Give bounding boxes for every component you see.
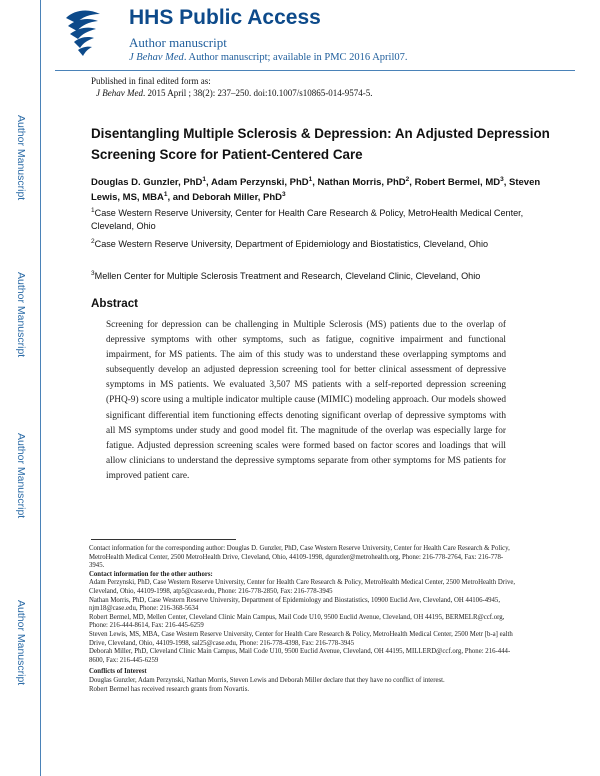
side-margin: Author Manuscript Author Manuscript Author Manuscript Author Manuscript (15, 115, 27, 686)
article-title: Disentangling Multiple Sclerosis & Depression: An Adjusted Depression Screening Score for Patient-Centered Care (91, 126, 550, 162)
conflict-statement: Robert Bermel has received research grants from Novartis. (89, 685, 250, 693)
citation-line: J Behav Med. 2015 April ; 38(2): 237–250. doi:10.1007/s10865-014-9574-5. (96, 88, 373, 98)
author: Deborah Miller, PhD$^3$ (192, 190, 286, 203)
corresponding-author-note: Contact information for the corresponding author: Douglas D. Gunzler, PhD, Case Western Reserve University, Center for Health Care Research & Policy, MetroHealth Medical Center, 2500 MetroHealth Drive, Cleveland, Ohio, 44109-1998, dgunzler@metrohealth.org, Phone: 216-778-2764, Fax: 216-778-3945. (89, 545, 510, 570)
author-contact: Nathan Morris, PhD, Case Western Reserve University, Department of Epidemiology and Biostatistics, 10900 Euclid Ave, Cleveland, OH 44106-4945, njm18@case.edu, Phone: 216-368-5634 (89, 596, 501, 613)
abstract-heading: Abstract (91, 297, 139, 310)
affiliation: $^2$Case Western Reserve University, Department of Epidemiology and Biostatistics, Cleveland, Ohio (91, 237, 489, 249)
affiliation: $^1$Case Western Reserve University, Center for Health Care Research & Policy, MetroHealth Medical Center, Cleveland, Ohio (91, 206, 524, 231)
conflicts-heading: Conflicts of Interest (89, 668, 147, 676)
author-contact: Robert Bermel, MD, Mellen Center, Cleveland Clinic Main Campus, Mail Code U10, 9500 Euclid Avenue, Cleveland, OH 44195, BERMELR@ccf.org, Phone: 216-444-8614, Fax: 216-445-6259 (89, 613, 505, 630)
header-title: HHS Public Access (129, 6, 321, 29)
other-authors-heading: Contact information for the other authors: (89, 570, 213, 578)
availability-line: J Behav Med. Author manuscript; available in PMC 2016 April07. (129, 52, 408, 63)
abstract-body: Screening for depression can be challenging in Multiple Sclerosis (MS) patients due to the overlap of depressive symptoms with other symptoms, such as fatigue, cognitive impairment and functional impairment, for MS patients. The aim of this study was to understand these overlapping symptoms and subsequently develop an adjusted depression screening tool for better clinical assessment of depressive symptoms in MS patients. We evaluated 3,507 MS patients with a self-reported depression screening (PHQ-9) score using a multiple indicator multiple cause (MIMIC) modeling approach. Our models showed significant differential item functioning effects denoting significant overlap of depressive symptoms with all MS symptoms under study and good model fit. The magnitude of the overlap was especially large for fatigue. Adjusted depression screening scales were formed based on factor scores and loadings that will allow clinicians to understand the depressive symptoms separate from other symptoms for MS patients for improved patient care. (106, 320, 506, 481)
affiliation: $^3$Mellen Center for Multiple Sclerosis Treatment and Research, Cleveland Clinic, Cleveland, Ohio (91, 269, 481, 281)
footnote-rule (91, 539, 236, 540)
author-contact: Steven Lewis, MS, MBA, Case Western Reserve University, Center for Health Care Research & Policy, MetroHealth Medical Center, 2500 Metr [b-a] ealth Drive, Cleveland, Ohio, 44109-1998, sal25@case.edu, Phone: 216-778-4398, Fax: 216-778-3945 (89, 630, 513, 647)
author: Steven Lewis, MS, MBA$^1$, and (91, 177, 541, 203)
author-list (91, 175, 571, 205)
author-contact: Deborah Miller, PhD, Cleveland Clinic Main Campus, Mail Code U10, 9500 Euclid Avenue, Cleveland, OH 44195, MILLERD@ccf.org, Phone: 216-444-8600, Fax: 216-445-6259 (89, 648, 511, 664)
hhs-eagle-logo (60, 4, 108, 64)
conflict-statement: Douglas Gunzler, Adam Perzynski, Nathan Morris, Steven Lewis and Deborah Miller declare that they have no conflict of interest. (89, 676, 445, 684)
author: Nathan Morris, PhD$^2$, (317, 175, 415, 188)
side-divider (40, 0, 41, 776)
header-subtitle: Author manuscript (129, 35, 227, 50)
author: Adam Perzynski, PhD$^1$, (210, 175, 318, 188)
header-rule (55, 70, 575, 71)
author: Robert Bermel, $MD^3$, (414, 175, 509, 188)
author-contact: Adam Perzynski, PhD, Case Western Reserve University, Center for Health Care Research & Policy, MetroHealth Medical Center, 2500 MetroHealth Drive, Cleveland, Ohio, 44109-1998, atp5@case.edu, Phone: 216-778-2850, Fax: 216-778-3945 (89, 579, 516, 595)
author: Douglas D. Gunzler, PhD$^1$, (91, 175, 211, 188)
published-note: Published in final edited form as: (91, 76, 211, 86)
footnotes (89, 545, 517, 694)
